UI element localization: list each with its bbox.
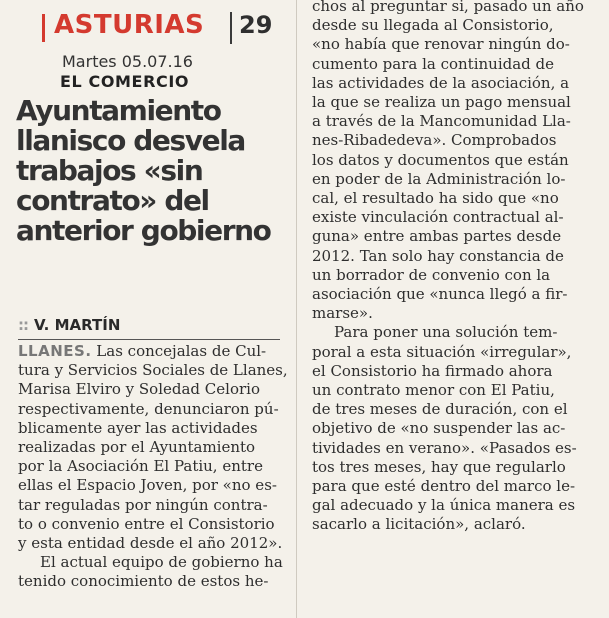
left-column-text xyxy=(18,342,294,592)
text-line: para que esté dentro del marco le- xyxy=(312,477,576,496)
text-line: «no había que renovar ningún do- xyxy=(312,35,570,54)
text-line: Para poner una solución tem- xyxy=(334,323,558,342)
text-line: de tres meses de duración, con el xyxy=(312,400,568,419)
section-marker xyxy=(42,14,45,42)
text-line: sacarlo a licitación», aclaró. xyxy=(312,515,526,534)
text-line xyxy=(18,342,294,361)
text-line: chos al preguntar si, pasado un año xyxy=(312,0,584,15)
text-line: en poder de la Administración lo- xyxy=(312,169,566,188)
author-name: V. MARTÍN xyxy=(34,316,121,334)
text-line: marse». xyxy=(312,304,373,323)
headline-line: llanisco desvela xyxy=(16,124,245,157)
left-column xyxy=(14,8,296,591)
page-header xyxy=(14,8,296,48)
issue-date: Martes 05.07.16 xyxy=(62,52,193,71)
byline-marks: :: xyxy=(18,316,28,334)
right-column xyxy=(312,0,602,535)
text-line: cal, el resultado ha sido que «no xyxy=(312,189,559,208)
section-name: ASTURIAS xyxy=(54,10,205,40)
article-headline xyxy=(16,96,296,246)
text-line: objetivo de «no suspender las ac- xyxy=(312,419,566,438)
text-line: los datos y documentos que están xyxy=(312,150,569,169)
text-line: cumento para la continuidad de xyxy=(312,54,555,73)
text-line: tura y Servicios Sociales de Llanes, xyxy=(18,361,288,380)
text-line: El actual equipo de gobierno ha xyxy=(40,553,283,572)
text-line: tividades en verano». «Pasados es- xyxy=(312,438,577,457)
column-divider xyxy=(296,0,297,618)
text-line: tos tres meses, hay que regularlo xyxy=(312,457,566,476)
header-divider xyxy=(230,12,232,44)
headline-line: contrato» del xyxy=(16,184,209,217)
text-line: realizadas por el Ayuntamiento xyxy=(18,438,256,457)
text-line: nes-Ribadedeva». Comprobados xyxy=(312,131,557,150)
text-line: 2012. Tan solo hay constancia de xyxy=(312,246,564,265)
text-line: la que se realiza un pago mensual xyxy=(312,93,571,112)
text-line: y esta entidad desde el año 2012». xyxy=(18,534,283,553)
text-line: gal adecuado y la única manera es xyxy=(312,496,576,515)
text-line: las actividades de la asociación, a xyxy=(312,73,570,92)
text-line: a través de la Mancomunidad Lla- xyxy=(312,112,571,131)
text-line: guna» entre ambas partes desde xyxy=(312,227,562,246)
text-line: to o convenio entre el Consistorio xyxy=(18,514,275,533)
text-line: por la Asociación El Patiu, entre xyxy=(18,457,263,476)
text-line: respectivamente, denunciaron pú- xyxy=(18,399,279,418)
text-line: poral a esta situación «irregular», xyxy=(312,342,572,361)
text-line: blicamente ayer las actividades xyxy=(18,418,258,437)
byline xyxy=(18,316,294,334)
text-line: tar reguladas por ningún contra- xyxy=(18,495,268,514)
headline-line: Ayuntamiento xyxy=(16,94,221,127)
text-line: desde su llegada al Consistorio, xyxy=(312,16,554,35)
headline-line: anterior gobierno xyxy=(16,214,271,247)
dateline: LLANES. xyxy=(18,342,92,360)
page-number: 29 xyxy=(239,11,273,39)
text-line: un borrador de convenio con la xyxy=(312,265,551,284)
text-line-body: Las concejalas de Cul- xyxy=(91,342,267,360)
byline-rule xyxy=(18,339,280,340)
right-column-text xyxy=(312,0,602,535)
text-line: ellas el Espacio Joven, por «no es- xyxy=(18,476,277,495)
text-line: existe vinculación contractual al- xyxy=(312,208,564,227)
text-line: Marisa Elviro y Soledad Celorio xyxy=(18,380,260,399)
text-line: el Consistorio ha firmado ahora xyxy=(312,361,553,380)
text-line: asociación que «nunca llegó a fir- xyxy=(312,285,568,304)
newspaper-name: EL COMERCIO xyxy=(60,72,190,91)
text-line: un contrato menor con El Patiu, xyxy=(312,381,555,400)
text-line: tenido conocimiento de estos he- xyxy=(18,572,269,591)
headline-line: trabajos «sin xyxy=(16,154,203,187)
